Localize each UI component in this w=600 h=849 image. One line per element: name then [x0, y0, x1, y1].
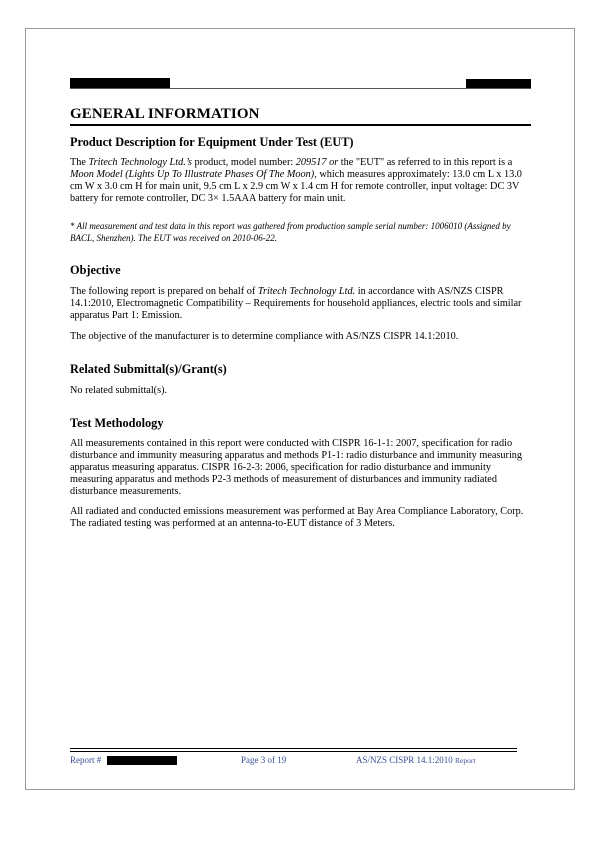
- product-description-paragraph: The Tritech Technology Ltd.’s product, model number: 209517 or the "EUT" as referred to in this report is a Moon Model (Lights Up To Illustrate Phases Of The Moon), which measures approximately: 13.0 cm L x 13.0 cm W x 3.0 cm H for main unit, 9.5 cm L x 2.9 cm W x 1.4 cm H for remote controller, input voltage: DC 3V battery for remote controller, DC 3× 1.5AAA battery for main unit.: [70, 157, 522, 205]
- header-rule: [70, 88, 531, 89]
- objective-paragraph-2: The objective of the manufacturer is to determine compliance with AS/NZS CISPR 14.1:2010.: [70, 331, 459, 342]
- test-methodology-paragraph-1: All measurements contained in this report were conducted with CISPR 16-1-1: 2007, specification for radio disturbance and immunity measuring apparatus and methods P1-1: radio disturbance and immunity measuring apparatus measuring apparatus. CISPR 16-2-3: 2006, specification for radio disturbance and immunity measuring apparatus and methods P2-3 methods of measurement of disturbances and immunity radiated disturbance measurements.: [70, 438, 523, 498]
- objective-paragraph-1: The following report is prepared on behalf of Tritech Technology Ltd. in accordance with AS/NZS CISPR 14.1:2010, Electromagnetic Compatibility – Requirements for household appliances, electric tools and similar apparatus Part 1: Emission.: [70, 286, 522, 322]
- related-submittals-paragraph: No related submittal(s).: [70, 385, 168, 396]
- footer-rule-bottom: [70, 751, 517, 752]
- page-title: GENERAL INFORMATION: [70, 106, 531, 126]
- footer-report-label: Report #: [70, 755, 102, 765]
- test-methodology-paragraph-2: All radiated and conducted emissions measurement was performed at Bay Area Compliance Laboratory, Corp. The radiated testing was performed at an antenna-to-EUT distance of 3 Meters.: [70, 506, 524, 530]
- related-submittals-heading: Related Submittal(s)/Grant(s): [70, 362, 227, 376]
- test-methodology-heading: Test Methodology: [70, 416, 164, 430]
- footer-standard: AS/NZS CISPR 14.1:2010 Report: [356, 755, 476, 765]
- redacted-header-right: [466, 79, 531, 88]
- product-description-heading: Product Description for Equipment Under Test (EUT): [70, 135, 354, 149]
- redacted-report-number: [107, 756, 177, 765]
- redacted-header-left: [70, 78, 170, 88]
- objective-heading: Objective: [70, 263, 121, 277]
- footer-page-number: Page 3 of 19: [241, 755, 287, 765]
- footer-rule-top: [70, 748, 517, 749]
- sample-note: * All measurement and test data in this report was gathered from production sample serial number: 1006010 (Assigned by BACL, Shenzhen). The EUT was received on 2010-06-22.: [70, 221, 511, 243]
